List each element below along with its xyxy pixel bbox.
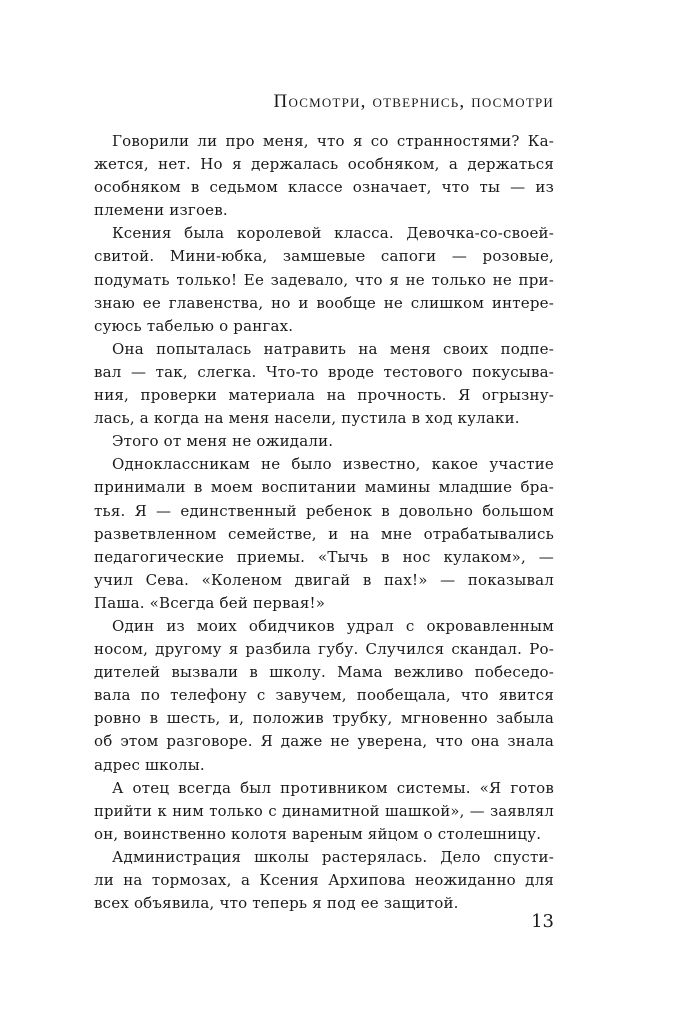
text-line: подумать только! Ее задевало, что я не только не при- [94,270,554,289]
text-line: Этого от меня не ожидали. [112,432,334,451]
text-line: знаю ее главенства, но и вообще не слишком интере- [94,293,554,312]
text-line: лась, а когда на меня насели, пустила в ход кулаки. [94,409,520,428]
text-line: свитой. Мини-юбка, замшевые сапоги — розовые, [94,247,554,266]
text-line: тья. Я — единственный ребенок в довольно большом [94,501,554,520]
text-line: ровно в шесть, и, положив трубку, мгновенно забыла [94,709,554,728]
text-line: Ксения была королевой класса. Девочка-со-своей- [112,224,554,243]
text-line: Одноклассникам не было известно, какое участие [112,455,554,474]
text-line: ния, проверки материала на прочность. Я огрызну- [94,386,554,405]
text-line: он, воинственно колотя вареным яйцом о столешницу. [94,824,542,843]
text-line: педагогические приемы. «Тычь в нос кулаком», — [94,547,554,566]
text-line: ли на тормозах, а Ксения Архипова неожиданно для [94,871,554,889]
running-head: Посмотри, отвернись, посмотри [273,91,554,112]
page-number: 13 [531,911,554,932]
text-line: адрес школы. [94,755,205,774]
text-line: носом, другому я разбила губу. Случился скандал. Ро- [94,640,554,659]
text-line: суюсь табелью о рангах. [94,316,294,335]
text-line: Она попыталась натравить на меня своих подпе- [112,339,554,358]
body-text [94,130,554,915]
text-line: жется, нет. Но я держалась особняком, а держаться [94,155,554,174]
text-line: вал — так, слегка. Что-то вроде тестового покусыва- [94,362,554,381]
text-line: всех объявила, что теперь я под ее защитой. [94,894,459,913]
text-line: об этом разговоре. Я даже не уверена, что она знала [94,732,554,751]
text-line: особняком в седьмом классе означает, что ты — из [94,178,554,197]
text-line: Говорили ли про меня, что я со странностями? Ка- [112,132,554,150]
text-line: Один из моих обидчиков удрал с окровавленным [112,616,554,635]
text-line: Паша. «Всегда бей первая!» [94,593,326,612]
text-line: принимали в моем воспитании мамины младшие бра- [94,478,554,497]
text-line: А отец всегда был противником системы. «Я готов [112,778,554,797]
text-line: вала по телефону с завучем, пообещала, что явится [94,686,554,705]
text-line: учил Сева. «Коленом двигай в пах!» — показывал [94,570,554,589]
text-line: Администрация школы растерялась. Дело спусти- [112,847,554,866]
text-line: племени изгоев. [94,201,228,220]
text-line: разветвленном семействе, и на мне отрабатывались [94,524,554,543]
text-line: дителей вызвали в школу. Мама вежливо побеседо- [94,663,554,682]
text-line: прийти к ним только с динамитной шашкой», — заявлял [94,802,554,820]
